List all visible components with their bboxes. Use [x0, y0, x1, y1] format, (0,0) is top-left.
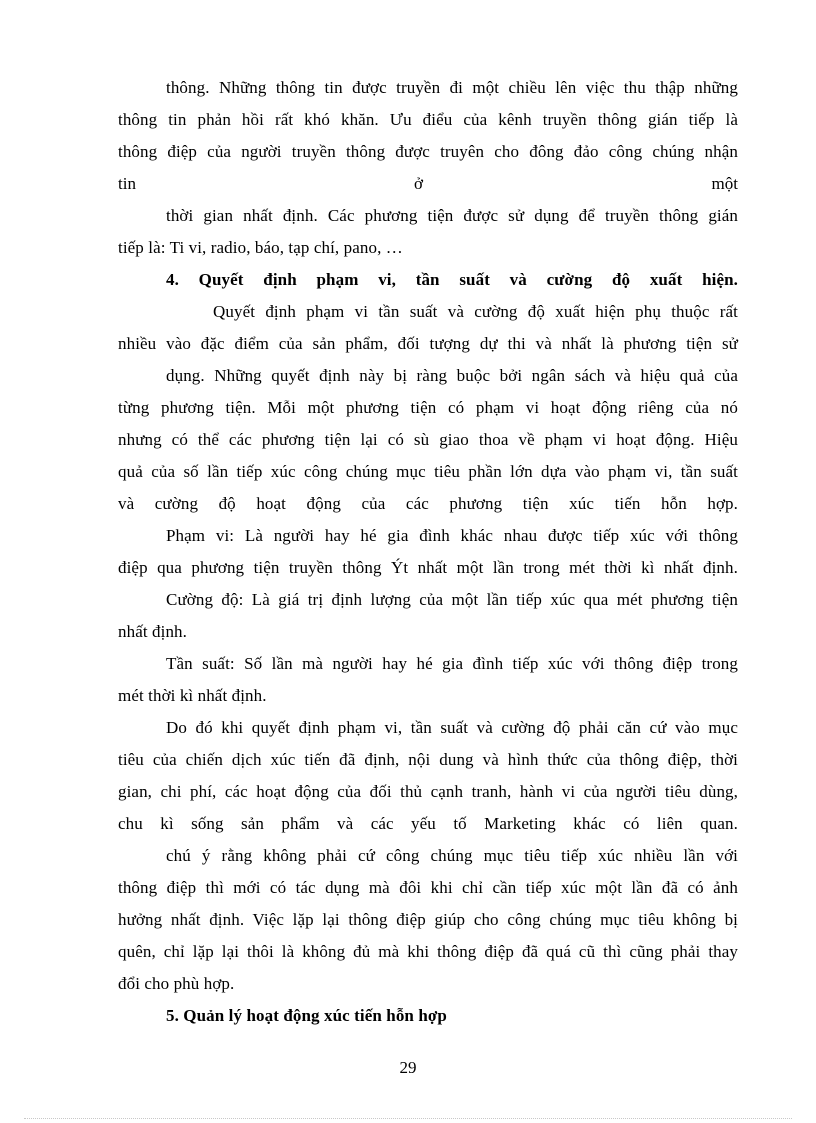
- page-bottom-divider: [24, 1118, 792, 1119]
- text-line: Phạm vi: Là người hay hé gia đình khác nhau được tiếp xúc với thông: [166, 526, 738, 545]
- section-heading: 4. Quyết định phạm vi, tần suất và cường độ xuất hiện.: [166, 270, 738, 289]
- text-line: thời gian nhất định. Các phương tiện được sử dụng để truyền thông gián: [166, 206, 738, 225]
- text-line: hưởng nhất định. Việc lặp lại thông điệp giúp cho công chúng mục tiêu không bị: [118, 910, 738, 929]
- page-number: 29: [399, 1058, 417, 1077]
- text-word: ở: [414, 174, 423, 193]
- text-line: Do đó khi quyết định phạm vi, tần suất và cường độ phải căn cứ vào mục: [166, 718, 738, 737]
- text-line: chu kì sống sản phẩm và các yếu tố Marketing khác có liên quan.: [118, 814, 738, 833]
- text-line: tiếp là: Ti vi, radio, báo, tạp chí, pano, …: [118, 238, 403, 257]
- text-line: đổi cho phù hợp.: [118, 974, 235, 993]
- section-heading: 5. Quản lý hoạt động xúc tiến hỗn hợp: [166, 1006, 447, 1025]
- text-line: Quyết định phạm vi tần suất và cường độ xuất hiện phụ thuộc rất: [213, 302, 738, 321]
- text-line: thông tin phản hồi rất khó khăn. Ưu điểu của kênh truyền thông gián tiếp là: [118, 110, 738, 129]
- text-line: và cường độ hoạt động của các phương tiện xúc tiến hỗn hợp.: [118, 494, 738, 513]
- text-line: nhiều vào đặc điểm của sản phẩm, đối tượng dự thi và nhất là phương tiện sử: [118, 334, 738, 353]
- text-line: gian, chi phí, các hoạt động của đối thủ cạnh tranh, hành vi của người tiêu dùng,: [118, 782, 738, 801]
- text-line: quên, chỉ lặp lại thôi là không đủ mà khi thông điệp đã quá cũ thì cũng phải thay: [118, 942, 738, 961]
- text-line: thông điệp thì mới có tác dụng mà đôi khi chỉ cần tiếp xúc một lần đã có ảnh: [118, 878, 738, 897]
- text-line: điệp qua phương tiện truyền thông Ýt nhất một lần trong mét thời kì nhất định.: [118, 558, 738, 577]
- text-line: thông. Những thông tin được truyền đi một chiều lên việc thu thập những: [166, 78, 738, 97]
- spread-text-line: [118, 174, 738, 194]
- text-line: thông điệp của người truyền thông được truyên cho đông đảo công chúng nhận: [118, 142, 738, 161]
- text-line: Tần suất: Số lần mà người hay hé gia đình tiếp xúc với thông điệp trong: [166, 654, 738, 673]
- text-word: một: [711, 174, 738, 193]
- text-line: nhất định.: [118, 622, 187, 641]
- text-line: từng phương tiện. Mỗi một phương tiện có phạm vi hoạt động riêng của nó: [118, 398, 738, 417]
- text-line: Cường độ: Là giá trị định lượng của một lần tiếp xúc qua mét phương tiện: [166, 590, 738, 609]
- text-line: mét thời kì nhất định.: [118, 686, 267, 705]
- text-line: nhưng có thể các phương tiện lại có sù giao thoa về phạm vi hoạt động. Hiệu: [118, 430, 738, 449]
- text-line: dụng. Những quyết định này bị ràng buộc bởi ngân sách và hiệu quả của: [166, 366, 738, 385]
- text-word: tin: [118, 174, 136, 193]
- text-line: chú ý rằng không phải cứ công chúng mục tiêu tiếp xúc nhiều lần với: [166, 846, 738, 865]
- text-line: tiêu của chiến dịch xúc tiến đã định, nội dung và hình thức của thông điệp, thời: [118, 750, 738, 769]
- text-line: quả của số lần tiếp xúc công chúng mục tiêu phần lớn dựa vào phạm vi, tần suất: [118, 462, 738, 481]
